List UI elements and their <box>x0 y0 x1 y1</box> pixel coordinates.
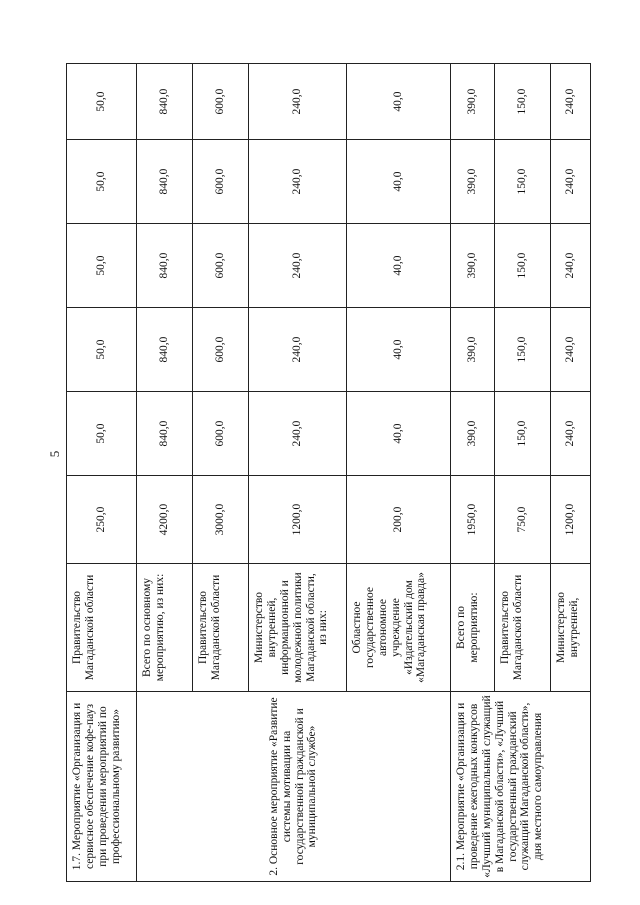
value-year-1: 600,0 <box>193 392 249 476</box>
value-year-2: 390,0 <box>451 308 495 392</box>
page-number: 5 <box>47 450 62 458</box>
rotated-table-container <box>66 63 591 882</box>
activity-cell: 2. Основное мероприятие «Развитие системы мотивации на государственной гражданской и муниципальной службе» <box>137 692 451 882</box>
value-year-4: 150,0 <box>495 140 551 224</box>
value-total: 4200,0 <box>137 476 193 564</box>
value-year-1: 840,0 <box>137 392 193 476</box>
value-year-5: 840,0 <box>137 64 193 140</box>
value-year-3: 50,0 <box>67 224 137 308</box>
value-year-2: 240,0 <box>249 308 347 392</box>
value-total: 750,0 <box>495 476 551 564</box>
value-year-5: 40,0 <box>347 64 451 140</box>
value-year-3: 240,0 <box>551 224 591 308</box>
value-total: 200,0 <box>347 476 451 564</box>
value-year-1: 150,0 <box>495 392 551 476</box>
value-year-1: 240,0 <box>551 392 591 476</box>
value-year-2: 150,0 <box>495 308 551 392</box>
value-year-3: 240,0 <box>249 224 347 308</box>
value-year-2: 840,0 <box>137 308 193 392</box>
value-year-5: 50,0 <box>67 64 137 140</box>
value-total: 1950,0 <box>451 476 495 564</box>
value-year-2: 600,0 <box>193 308 249 392</box>
value-year-1: 40,0 <box>347 392 451 476</box>
executor-cell: Правительство Магаданской области <box>67 564 137 692</box>
budget-table <box>66 63 591 882</box>
value-total: 3000,0 <box>193 476 249 564</box>
value-year-2: 50,0 <box>67 308 137 392</box>
value-year-5: 600,0 <box>193 64 249 140</box>
executor-cell: Всего по основному мероприятию, из них: <box>137 564 193 692</box>
value-year-3: 390,0 <box>451 224 495 308</box>
table-row <box>67 64 137 882</box>
value-year-5: 240,0 <box>249 64 347 140</box>
value-year-2: 240,0 <box>551 308 591 392</box>
executor-cell: Правительство Магаданской области <box>193 564 249 692</box>
value-year-5: 150,0 <box>495 64 551 140</box>
value-total: 1200,0 <box>249 476 347 564</box>
executor-cell: Всего по мероприятию: <box>451 564 495 692</box>
value-year-4: 390,0 <box>451 140 495 224</box>
table-row <box>451 64 495 882</box>
value-year-2: 40,0 <box>347 308 451 392</box>
value-year-5: 390,0 <box>451 64 495 140</box>
value-year-5: 240,0 <box>551 64 591 140</box>
value-year-3: 600,0 <box>193 224 249 308</box>
value-year-3: 40,0 <box>347 224 451 308</box>
value-year-1: 240,0 <box>249 392 347 476</box>
value-year-3: 840,0 <box>137 224 193 308</box>
value-total: 250,0 <box>67 476 137 564</box>
value-year-4: 840,0 <box>137 140 193 224</box>
value-year-1: 50,0 <box>67 392 137 476</box>
value-year-4: 240,0 <box>551 140 591 224</box>
executor-cell: Областное государственное автономное учреждение «Издательский дом «Магаданская правда» <box>347 564 451 692</box>
value-total: 1200,0 <box>551 476 591 564</box>
value-year-4: 240,0 <box>249 140 347 224</box>
value-year-1: 390,0 <box>451 392 495 476</box>
value-year-3: 150,0 <box>495 224 551 308</box>
activity-cell: 1.7. Мероприятие «Организация и сервисное обеспечение кофе-пауз при проведении мероприятий по профессиональному развитию» <box>67 692 137 882</box>
executor-cell: Министерство внутренней, информационной и молодежной политики Магаданской области, из них: <box>249 564 347 692</box>
value-year-4: 50,0 <box>67 140 137 224</box>
executor-cell: Министерство внутренней, <box>551 564 591 692</box>
executor-cell: Правительство Магаданской области <box>495 564 551 692</box>
activity-cell: 2.1. Мероприятие «Организация и проведение ежегодных конкурсов «Лучший муниципальный служащий в Магаданской области», «Лучший государственный гражданский служащий Магаданской области», дня местного самоуправления <box>451 692 591 882</box>
value-year-4: 600,0 <box>193 140 249 224</box>
table-row <box>137 64 193 882</box>
value-year-4: 40,0 <box>347 140 451 224</box>
